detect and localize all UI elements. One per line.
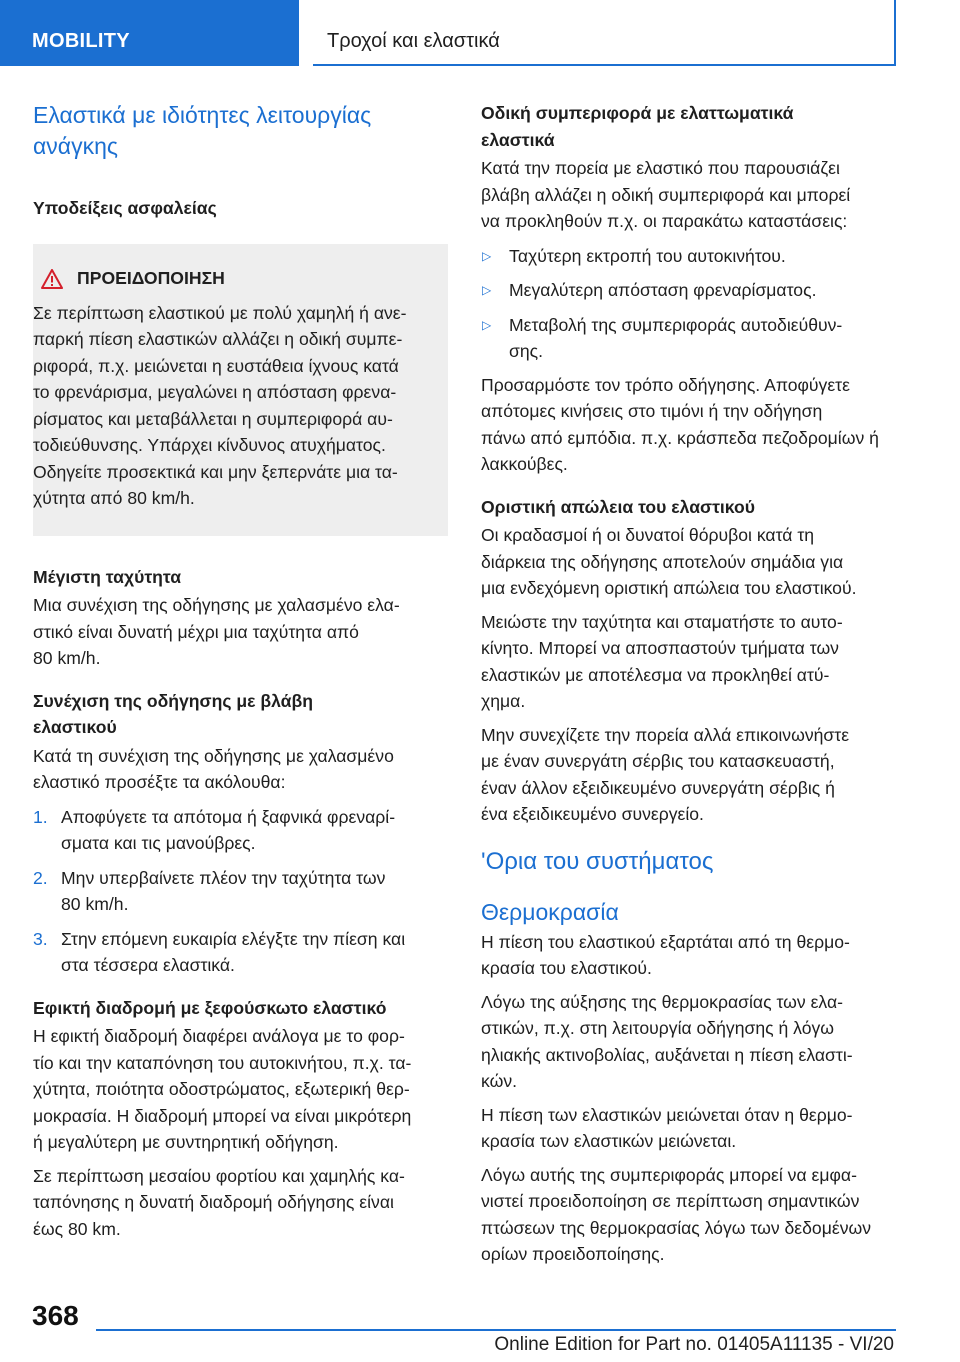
list-item: ▷ Ταχύτερη εκτροπή του αυτοκινήτου. (481, 243, 896, 270)
list-item: 2. Μην υπερβαίνετε πλέον την ταχύτητα των 80 km/h. (33, 867, 386, 914)
loss-text-3: Μην συνεχίζετε την πορεία αλλά επικοινωνήστε με έναν συνεργάτη σέρβις του κατασκευαστή, έναν άλλον εξειδικευμένο συνεργάτη σέρβις ή ένα εξειδικευμένο συνεργείο. (481, 724, 850, 824)
temperature-text-3: Η πίεση των ελαστικών μειώνεται όταν η θερμο- κρασία των ελαστικών μειώνεται. (481, 1104, 853, 1151)
temperature-heading: Θερμοκρασία (481, 898, 619, 925)
temperature-text-2: Λόγω της αύξησης της θερμοκρασίας των ελα- στικών, π.χ. στη λειτουργία οδήγησης ή λόγω ηλιακής ακτινοβολίας, αυξάνεται η πίεση ελαστι- κών. (481, 991, 853, 1091)
left-column (33, 100, 448, 1242)
behavior-intro: Κατά την πορεία με ελαστικό που παρουσιάζει βλάβη αλλάζει η οδική συμπεριφορά και μπορεί να προκληθούν π.χ. οι παρακάτω καταστάσεις: (481, 158, 851, 231)
behavior-bullets (481, 243, 896, 365)
loss-text-1: Οι κραδασμοί ή οι δυνατοί θόρυβοι κατά τη διάρκεια της οδήγησης αποτελούν σημάδια για μια ενδεχόμενη οριστική απώλεια του ελαστικού. (481, 525, 857, 598)
continue-steps (33, 804, 448, 979)
page-header (0, 0, 960, 66)
right-column (481, 100, 896, 1268)
chapter-title: Τροχοί και ελαστικά (313, 0, 896, 66)
system-limits-heading: 'Ορια του συστήματος (481, 847, 714, 875)
bullet-triangle-icon: ▷ (482, 283, 492, 297)
range-heading: Εφικτή διαδρομή με ξεφούσκωτο ελαστικό (33, 997, 387, 1018)
continue-intro: Κατά τη συνέχιση της οδήγησης με χαλασμένο ελαστικό προσέξτε τα ακόλουθα: (33, 745, 394, 792)
warning-header (41, 266, 440, 292)
section-tab: MOBILITY (0, 0, 299, 66)
temperature-text-1: Η πίεση του ελαστικού εξαρτάται από τη θερμο- κρασία του ελαστικού. (481, 931, 850, 978)
warning-triangle-icon (41, 269, 63, 289)
max-speed-text: Μια συνέχιση της οδήγησης με χαλασμένο ελα- στικό είναι δυνατή μέχρι μια ταχύτητα από 80 km/h. (33, 595, 400, 668)
bullet-triangle-icon: ▷ (482, 248, 492, 263)
continue-heading: Συνέχιση της οδήγησης με βλάβη ελαστικού (33, 690, 313, 737)
max-speed-heading: Μέγιστη ταχύτητα (33, 566, 182, 587)
behavior-heading: Οδική συμπεριφορά με ελαττωματικά ελαστικά (481, 103, 794, 150)
loss-text-2: Μειώστε την ταχύτητα και σταματήστε το αυτο- κίνητο. Μπορεί να αποσπαστούν τμήματα των ελαστικών με αποτέλεσμα να προκληθεί ατύ- χημα. (481, 611, 843, 711)
loss-heading: Οριστική απώλεια του ελαστικού (481, 496, 756, 517)
warning-text: Σε περίπτωση ελαστικού με πολύ χαμηλή ή ανε- παρκή πίεση ελαστικών αλλάζει η οδική συμπε- ριφορά, π.χ. μειώνεται η ευστάθεια ίχνους κατά το φρενάρισμα, μεγαλώνει η απόσταση φρενα- ρίσματος και μεταβάλλεται η συμπεριφορά αυ- τοδιεύθυνσης. Υπάρχει κίνδυνος ατυχήματος. Οδηγείτε προσεκτικά και μην ξεπερνάτε μια τα- χύτητα από 80 km/h. (33, 302, 407, 508)
behavior-outro: Προσαρμόστε τον τρόπο οδήγησης. Αποφύγετε απότομες κινήσεις στο τιμόνι ή την οδήγηση πάνω από εμπόδια. π.χ. κράσπεδα πεζοδρομίων ή λακκούβες. (481, 374, 879, 474)
list-item: ▷ Μεγαλύτερη απόσταση φρεναρίσματος. (481, 277, 896, 304)
edition-note: Online Edition for Part no. 01405A11135 - VI/20 (494, 1334, 894, 1355)
footer-divider (96, 1329, 896, 1331)
temperature-text-4: Λόγω αυτής της συμπεριφοράς μπορεί να εμφα- νιστεί προειδοποίηση σε περίπτωση σημαντικών πτώσεων της θερμοκρασίας λόγω των δεδομένων ορίων προειδοποίησης. (481, 1164, 872, 1264)
bullet-triangle-icon: ▷ (482, 317, 492, 332)
section-heading: Ελαστικά με ιδιότητες λειτουργίας ανάγκης (33, 102, 372, 159)
safety-heading: Υποδείξεις ασφαλείας (33, 198, 217, 218)
page-number: 368 (32, 1300, 79, 1331)
list-item: ▷ Μεταβολή της συμπεριφοράς αυτοδιεύθυν- σης. (481, 312, 896, 365)
range-text-1: Η εφικτή διαδρομή διαφέρει ανάλογα με το φορ- τίο και την καταπόνηση του αυτοκινήτου, π.χ. τα- χύτητα, ποιότητα οδοστρώματος, εξωτερική θερ- μοκρασία. Η διαδρομή μπορεί να είναι μικρότερη ή μεγαλύτερη με συντηρητική οδήγηση. (33, 1026, 412, 1152)
list-item: 1. Αποφύγετε τα απότομα ή ξαφνικά φρεναρί- σματα και τις μανούβρες. (33, 806, 396, 853)
warning-box (33, 244, 448, 536)
list-item: 3. Στην επόμενη ευκαιρία ελέγξτε την πίεση και στα τέσσερα ελαστικά. (33, 928, 406, 975)
warning-title: ΠΡΟΕΙΔΟΠΟΙΗΣΗ (77, 268, 225, 288)
range-text-2: Σε περίπτωση μεσαίου φορτίου και χαμηλής κα- ταπόνησης η δυνατή διαδρομή οδήγησης είναι έως 80 km. (33, 1165, 405, 1239)
